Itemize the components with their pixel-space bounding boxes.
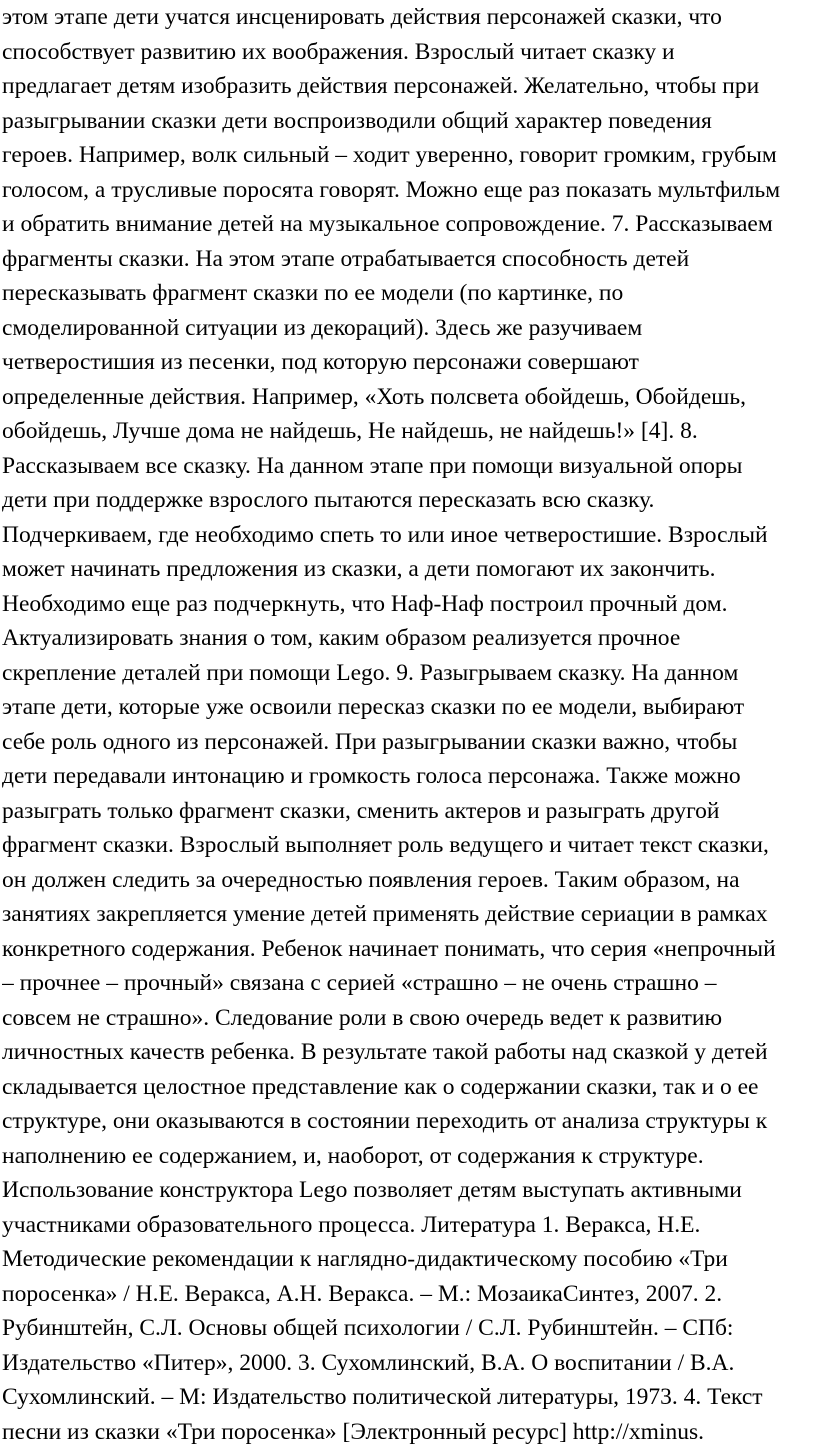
text-line: этом этапе дети учатся инсценировать действия персонажей сказки, что [2, 0, 812, 35]
text-line: песни из сказки «Три поросенка» [Электронный ресурс] http://xminus. [2, 1415, 812, 1449]
text-line: разыгрывании сказки дети воспроизводили общий характер поведения [2, 104, 812, 139]
text-line: предлагает детям изобразить действия персонажей. Желательно, чтобы при [2, 69, 812, 104]
text-line: Сухомлинский. – М: Издательство политической литературы, 1973. 4. Текст [2, 1380, 812, 1415]
text-line: структуре, они оказываются в состоянии переходить от анализа структуры к [2, 1104, 812, 1139]
text-line: может начинать предложения из сказки, а дети помогают их закончить. [2, 552, 812, 587]
text-line: Издательство «Питер», 2000. 3. Сухомлинский, В.А. О воспитании / В.А. [2, 1346, 812, 1381]
text-line: Рассказываем все сказку. На данном этапе при помощи визуальной опоры [2, 449, 812, 484]
text-line: смоделированной ситуации из декораций). Здесь же разучиваем [2, 311, 812, 346]
text-line: занятиях закрепляется умение детей применять действие сериации в рамках [2, 897, 812, 932]
text-line: личностных качеств ребенка. В результате такой работы над сказкой у детей [2, 1035, 812, 1070]
text-line: скрепление деталей при помощи Lego. 9. Разыгрываем сказку. На данном [2, 656, 812, 691]
text-line: способствует развитию их воображения. Взрослый читает сказку и [2, 35, 812, 70]
text-line: поросенка» / Н.Е. Веракса, А.Н. Веракса. – М.: МозаикаСинтез, 2007. 2. [2, 1277, 812, 1312]
text-line: Подчеркиваем, где необходимо спеть то или иное четверостишие. Взрослый [2, 518, 812, 553]
text-line: разыграть только фрагмент сказки, сменить актеров и разыграть другой [2, 794, 812, 829]
text-line: участниками образовательного процесса. Литература 1. Веракса, Н.Е. [2, 1208, 812, 1243]
text-line: пересказывать фрагмент сказки по ее модели (по картинке, по [2, 276, 812, 311]
text-line: Использование конструктора Lego позволяет детям выступать активными [2, 1173, 812, 1208]
text-line: голосом, а трусливые поросята говорят. Можно еще раз показать мультфильм [2, 173, 812, 208]
text-line: наполнению ее содержанием, и, наоборот, от содержания к структуре. [2, 1139, 812, 1174]
text-line: фрагмент сказки. Взрослый выполняет роль ведущего и читает текст сказки, [2, 828, 812, 863]
text-line: определенные действия. Например, «Хоть полсвета обойдешь, Обойдешь, [2, 380, 812, 415]
text-line: совсем не страшно». Следование роли в свою очередь ведет к развитию [2, 1001, 812, 1036]
text-line: четверостишия из песенки, под которую персонажи совершают [2, 345, 812, 380]
text-line: Методические рекомендации к наглядно-дидактическому пособию «Три [2, 1242, 812, 1277]
text-line: он должен следить за очередностью появления героев. Таким образом, на [2, 863, 812, 898]
text-line: героев. Например, волк сильный – ходит уверенно, говорит громким, грубым [2, 138, 812, 173]
text-line: и обратить внимание детей на музыкальное сопровождение. 7. Рассказываем [2, 207, 812, 242]
text-line: конкретного содержания. Ребенок начинает понимать, что серия «непрочный [2, 932, 812, 967]
text-line: Необходимо еще раз подчеркнуть, что Наф-Наф построил прочный дом. [2, 587, 812, 622]
text-line: Рубинштейн, С.Л. Основы общей психологии / С.Л. Рубинштейн. – СПб: [2, 1311, 812, 1346]
text-line: дети при поддержке взрослого пытаются пересказать всю сказку. [2, 483, 812, 518]
text-line: обойдешь, Лучше дома не найдешь, Не найдешь, не найдешь!» [4]. 8. [2, 414, 812, 449]
text-line: складывается целостное представление как о содержании сказки, так и о ее [2, 1070, 812, 1105]
text-line: себе роль одного из персонажей. При разыгрывании сказки важно, чтобы [2, 725, 812, 760]
text-line: Актуализировать знания о том, каким образом реализуется прочное [2, 621, 812, 656]
text-line: дети передавали интонацию и громкость голоса персонажа. Также можно [2, 759, 812, 794]
text-line: – прочнее – прочный» связана с серией «страшно – не очень страшно – [2, 966, 812, 1001]
text-line: фрагменты сказки. На этом этапе отрабатывается способность детей [2, 242, 812, 277]
text-line: этапе дети, которые уже освоили пересказ сказки по ее модели, выбирают [2, 690, 812, 725]
